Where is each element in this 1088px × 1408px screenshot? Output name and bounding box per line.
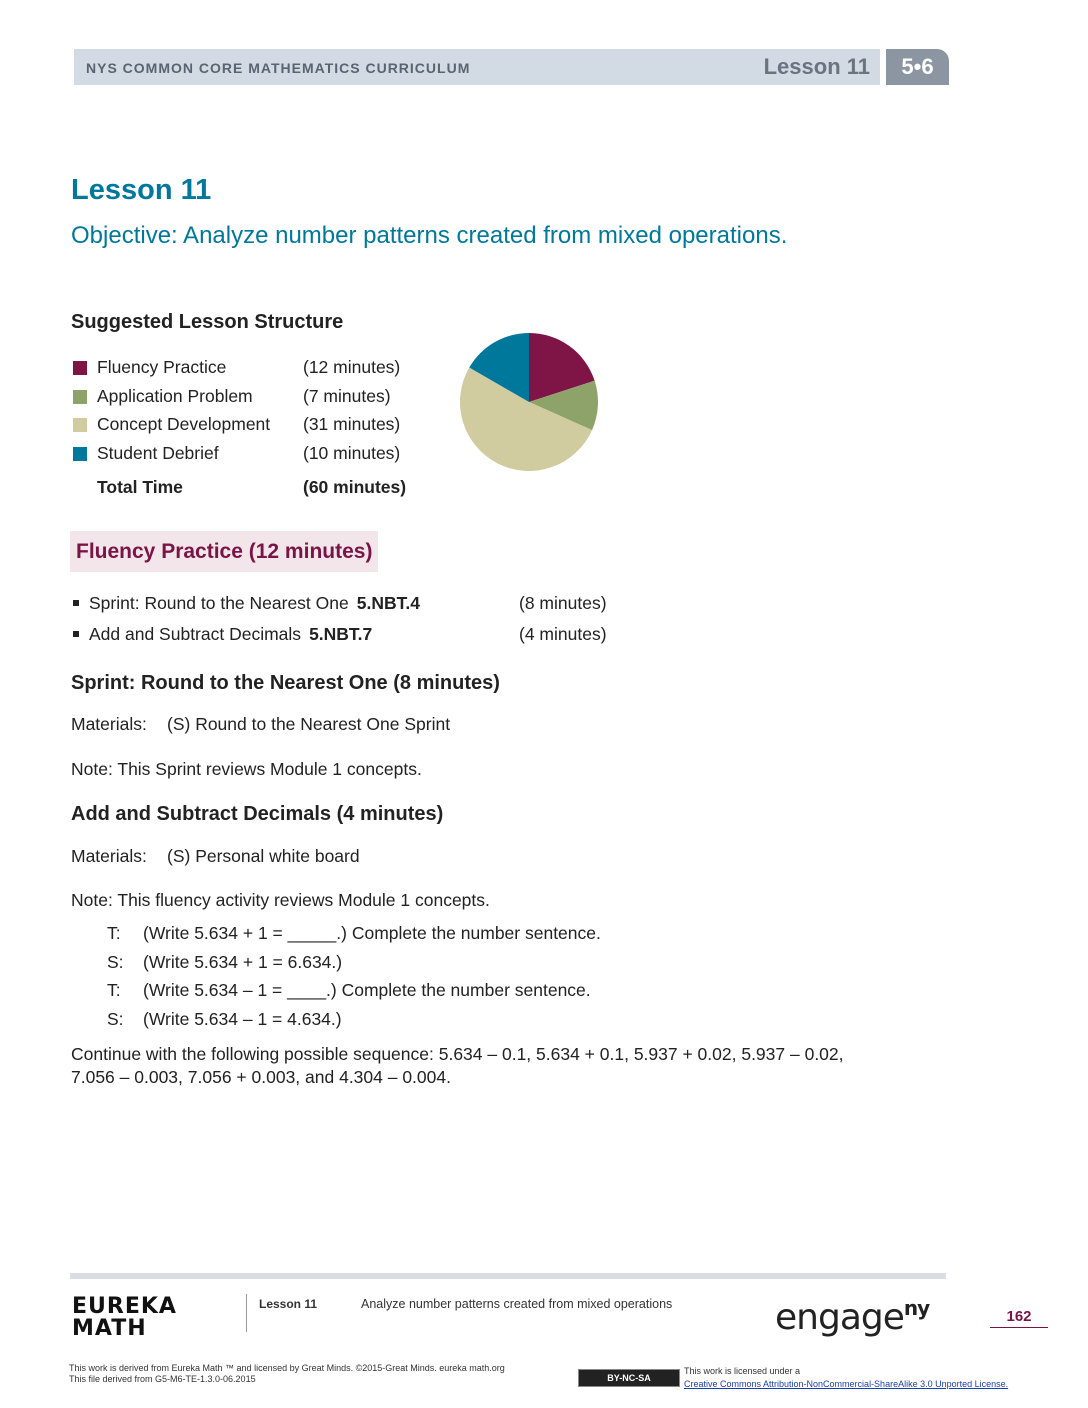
page-number: 162 (990, 1308, 1048, 1328)
dialog-speaker: T: (107, 980, 121, 1000)
structure-item (71, 413, 431, 442)
fluency-bullet-list (71, 593, 671, 655)
structure-item-time: (31 minutes) (303, 414, 401, 434)
license-link[interactable]: Creative Commons Attribution-NonCommercial-ShareAlike 3.0 Unported License. (684, 1379, 1009, 1389)
grade-module-badge: 5•6 (886, 49, 949, 85)
dialog-text: (Write 5.634 + 1 = 6.634.) (143, 951, 343, 972)
footer-divider (246, 1294, 247, 1332)
derivation-notes (69, 1363, 505, 1385)
fluency-practice-heading: Fluency Practice (12 minutes) (70, 531, 378, 572)
bullet-standard: 5.NBT.4 (356, 593, 420, 613)
bullet-square-icon (73, 600, 79, 606)
bullet-square-icon (73, 631, 79, 637)
derivation-note-1: This work is derived from Eureka Math ™ and licensed by Great Minds. ©2015-Great Minds. eureka math.org (69, 1363, 505, 1373)
bullet-text: Sprint: Round to the Nearest One (89, 593, 349, 613)
materials-value: (S) Personal white board (167, 846, 360, 866)
teacher-student-dialog (107, 923, 807, 1037)
ny-text: ny (903, 1296, 930, 1320)
sprint-note: Note: This Sprint reviews Module 1 concepts. (71, 759, 422, 779)
eureka-math-logo (72, 1296, 177, 1340)
bullet-text-wrap (89, 593, 420, 614)
structure-item-time: (12 minutes) (303, 357, 401, 377)
dialog-text: (Write 5.634 – 1 = 4.634.) (143, 1008, 342, 1029)
dialog-line (107, 980, 807, 1009)
lesson-structure-pie-chart (458, 331, 600, 473)
structure-item (71, 385, 431, 414)
structure-list (71, 356, 431, 504)
dialog-text: (Write 5.634 – 1 = ____.) Complete the number sentence. (143, 980, 591, 1000)
total-time-value: (60 minutes) (303, 477, 407, 497)
bullet-text: Add and Subtract Decimals (89, 624, 302, 644)
cc-license-badge[interactable]: BY-NC-SA (578, 1369, 680, 1387)
sprint-heading: Sprint: Round to the Nearest One (8 minutes) (71, 672, 500, 694)
license-notes (684, 1365, 1008, 1391)
bullet-standard: 5.NBT.7 (309, 624, 373, 644)
dialog-speaker: S: (107, 1008, 124, 1029)
structure-item-label: Fluency Practice (97, 357, 227, 377)
legend-swatch (73, 361, 87, 375)
structure-item-time: (7 minutes) (303, 385, 391, 406)
bullet-time: (4 minutes) (519, 624, 607, 644)
lesson-title: Lesson 11 (71, 174, 212, 206)
structure-item (71, 356, 431, 385)
engageny-logo (775, 1296, 929, 1338)
curriculum-title: NYS COMMON CORE MATHEMATICS CURRICULUM (86, 60, 471, 76)
dialog-speaker: T: (107, 923, 121, 943)
materials-label: Materials: (71, 714, 147, 734)
dialog-speaker: S: (107, 951, 124, 972)
dialog-text: (Write 5.634 + 1 = _____.) Complete the number sentence. (143, 923, 601, 943)
bullet-time: (8 minutes) (519, 593, 607, 613)
addsub-heading: Add and Subtract Decimals (4 minutes) (71, 803, 444, 825)
footer-rule (70, 1273, 946, 1279)
dialog-line (107, 923, 807, 952)
materials-label: Materials: (71, 846, 147, 866)
sprint-materials (71, 714, 450, 735)
structure-item (71, 442, 431, 471)
footer-description: Analyze number patterns created from mixed operations (361, 1297, 673, 1311)
list-item (71, 593, 671, 624)
license-text: This work is licensed under a (684, 1366, 801, 1376)
total-time-label: Total Time (97, 477, 183, 497)
addsub-note: Note: This fluency activity reviews Module 1 concepts. (71, 890, 490, 910)
addsub-materials (71, 846, 360, 867)
logo-line-1: EUREKA (72, 1294, 177, 1319)
header-bar (74, 49, 880, 85)
continue-line-2: 7.056 – 0.003, 7.056 + 0.003, and 4.304 – 0.004. (71, 1067, 451, 1087)
dialog-line (107, 952, 807, 981)
structure-item-label: Concept Development (97, 414, 271, 434)
dialog-line (107, 1009, 807, 1038)
engage-text: engage (775, 1297, 904, 1338)
legend-swatch (73, 418, 87, 432)
structure-item-label: Student Debrief (97, 442, 219, 463)
footer-lesson: Lesson 11 (259, 1297, 318, 1311)
list-item (71, 624, 671, 655)
structure-item-time: (10 minutes) (303, 442, 401, 463)
continue-line-1: Continue with the following possible sequence: 5.634 – 0.1, 5.634 + 0.1, 5.937 + 0.02, 5.937 – 0.02, (71, 1044, 844, 1064)
structure-item-label: Application Problem (97, 385, 253, 406)
structure-heading: Suggested Lesson Structure (71, 311, 344, 333)
legend-swatch (73, 390, 87, 404)
materials-value: (S) Round to the Nearest One Sprint (167, 714, 451, 734)
legend-swatch (73, 447, 87, 461)
bullet-text-wrap (89, 624, 372, 645)
derivation-note-2: This file derived from G5-M6-TE-1.3.0-06.2015 (69, 1374, 256, 1384)
lesson-objective: Objective: Analyze number patterns created from mixed operations. (71, 222, 788, 249)
logo-line-2: MATH (72, 1316, 147, 1341)
header-lesson: Lesson 11 (763, 54, 870, 79)
continue-sequence (71, 1043, 871, 1089)
total-time-row (71, 476, 431, 504)
